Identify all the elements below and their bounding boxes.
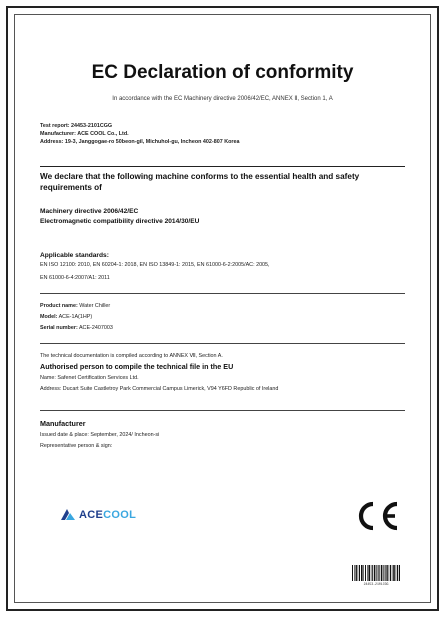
barcode-icon (352, 565, 400, 581)
header-info (40, 122, 405, 146)
standards-block (40, 251, 405, 282)
technical-address: Address: Ducart Suite Castletroy Park Commercial Campus Limerick, V94 Y6FD Republic of Ireland (40, 386, 279, 392)
manufacturer-line: Manufacturer: ACE COOL Co., Ltd. (40, 131, 129, 137)
technical-note: The technical documentation is compiled according to ANNEX Ⅶ, Section A. (40, 353, 223, 359)
emc-directive: Electromagnetic compatibility directive 2014/30/EU (40, 218, 200, 225)
standards-heading: Applicable standards: (40, 252, 109, 259)
declaration-line-1: We declare that the following machine conforms to the essential health and safety (40, 172, 360, 181)
technical-heading: Authorised person to compile the technical file in the EU (40, 362, 234, 371)
product-name-label: Product name: (40, 303, 78, 309)
address-line: Address: 19-3, Janggogae-ro 50beon-gil, Michuhol-gu, Incheon 402-807 Korea (40, 139, 240, 145)
acecool-logo (60, 508, 136, 522)
manufacturer-heading: Manufacturer (40, 419, 86, 428)
logo-mark-icon (60, 508, 76, 522)
document-subtitle: In accordance with the EC Machinery directive 2006/42/EC, ANNEX Ⅱ, Section 1, A (112, 96, 333, 102)
manufacturer-block (40, 419, 405, 450)
issued-date-place: Issued date & place: September, 2024/ Incheon-si (40, 432, 160, 438)
divider (40, 410, 405, 411)
product-model-value: ACE-1A(1HP) (58, 314, 93, 320)
directives-block (40, 207, 405, 227)
product-serial-value: ACE-2407003 (78, 325, 113, 331)
technical-name: Name: Safenet Certification Services Ltd. (40, 375, 139, 381)
standards-line-1: EN ISO 12100: 2010, EN 60204-1: 2018, EN ISO 13849-1: 2015, EN 61000-6-2:2005/AC: 2005, (40, 262, 270, 268)
document-title: EC Declaration of conformity (91, 62, 354, 83)
barcode-number: 24453-2101CGG (363, 582, 389, 586)
product-block (40, 302, 405, 332)
product-name (40, 302, 405, 310)
standards-line-2: EN 61000-6-4:2007/A1: 2011 (40, 275, 110, 281)
divider (40, 293, 405, 294)
technical-block (40, 352, 405, 393)
product-model-label: Model: (40, 314, 58, 320)
product-model (40, 313, 405, 321)
declaration-block (40, 171, 405, 193)
product-serial (40, 324, 405, 332)
ce-mark-icon (353, 499, 403, 533)
product-serial-label: Serial number: (40, 325, 78, 331)
test-report: Test report: 24453-2101CGG (40, 123, 113, 129)
divider (40, 166, 405, 167)
declaration-line-2: requirements of (40, 183, 102, 192)
logo-text: ACECOOL (79, 509, 137, 521)
divider (40, 343, 405, 344)
product-name-value: Water Chiller (79, 303, 111, 309)
machinery-directive: Machinery directive 2006/42/EC (40, 208, 139, 215)
representative-sign: Representative person & sign: (40, 443, 113, 449)
